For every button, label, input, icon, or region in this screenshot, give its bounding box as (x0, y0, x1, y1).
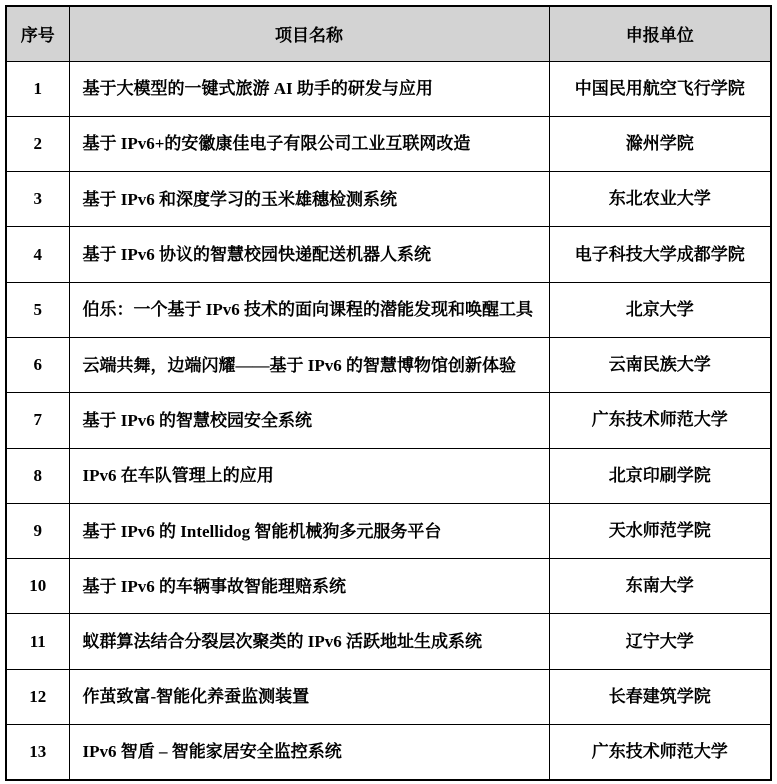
row-project-name-cell: 基于 IPv6 和深度学习的玉米雄穗检测系统 (69, 172, 549, 227)
row-serial-number-cell: 10 (6, 559, 69, 614)
header-cell-declaring-unit: 申报单位 (549, 6, 771, 61)
row-serial-number-cell: 7 (6, 393, 69, 448)
row-project-name-cell: IPv6 智盾 – 智能家居安全监控系统 (69, 725, 549, 780)
row-serial-number-cell: 13 (6, 725, 69, 780)
row-declaring-unit-cell: 东南大学 (549, 559, 771, 614)
row-project-name-cell: 作茧致富-智能化养蚕监测装置 (69, 669, 549, 724)
row-declaring-unit-cell: 东北农业大学 (549, 172, 771, 227)
projects-table (5, 5, 772, 781)
row-project-name-cell: 云端共舞，边端闪耀——基于 IPv6 的智慧博物馆创新体验 (69, 337, 549, 392)
row-serial-number-cell: 9 (6, 503, 69, 558)
table-row (6, 725, 771, 780)
table-row (6, 227, 771, 282)
row-serial-number-cell: 4 (6, 227, 69, 282)
row-declaring-unit-cell: 电子科技大学成都学院 (549, 227, 771, 282)
table-row (6, 337, 771, 392)
row-serial-number-cell: 3 (6, 172, 69, 227)
row-project-name-cell: 基于 IPv6 的车辆事故智能理赔系统 (69, 559, 549, 614)
row-serial-number-cell: 12 (6, 669, 69, 724)
row-serial-number-cell: 6 (6, 337, 69, 392)
row-project-name-cell: 基于大模型的一键式旅游 AI 助手的研发与应用 (69, 61, 549, 116)
row-project-name-cell: 伯乐：一个基于 IPv6 技术的面向课程的潜能发现和唤醒工具 (69, 282, 549, 337)
table-row (6, 116, 771, 171)
table-row (6, 614, 771, 669)
row-declaring-unit-cell: 天水师范学院 (549, 503, 771, 558)
row-project-name-cell: 蚁群算法结合分裂层次聚类的 IPv6 活跃地址生成系统 (69, 614, 549, 669)
table-row (6, 503, 771, 558)
row-project-name-cell: 基于 IPv6 协议的智慧校园快递配送机器人系统 (69, 227, 549, 282)
row-serial-number-cell: 1 (6, 61, 69, 116)
row-declaring-unit-cell: 辽宁大学 (549, 614, 771, 669)
table-row (6, 559, 771, 614)
row-serial-number-cell: 5 (6, 282, 69, 337)
table-row (6, 172, 771, 227)
row-project-name-cell: 基于 IPv6 的智慧校园安全系统 (69, 393, 549, 448)
row-project-name-cell: 基于 IPv6+的安徽康佳电子有限公司工业互联网改造 (69, 116, 549, 171)
table-row (6, 282, 771, 337)
row-declaring-unit-cell: 北京大学 (549, 282, 771, 337)
row-declaring-unit-cell: 滁州学院 (549, 116, 771, 171)
header-cell-project-name: 项目名称 (69, 6, 549, 61)
row-project-name-cell: IPv6 在车队管理上的应用 (69, 448, 549, 503)
table-row (6, 61, 771, 116)
table-header-row (6, 6, 771, 61)
row-declaring-unit-cell: 广东技术师范大学 (549, 725, 771, 780)
row-serial-number-cell: 11 (6, 614, 69, 669)
row-declaring-unit-cell: 广东技术师范大学 (549, 393, 771, 448)
row-project-name-cell: 基于 IPv6 的 Intellidog 智能机械狗多元服务平台 (69, 503, 549, 558)
row-declaring-unit-cell: 中国民用航空飞行学院 (549, 61, 771, 116)
row-serial-number-cell: 8 (6, 448, 69, 503)
table-row (6, 448, 771, 503)
table-row (6, 669, 771, 724)
header-cell-serial-number: 序号 (6, 6, 69, 61)
row-declaring-unit-cell: 云南民族大学 (549, 337, 771, 392)
table-row (6, 393, 771, 448)
row-declaring-unit-cell: 长春建筑学院 (549, 669, 771, 724)
row-serial-number-cell: 2 (6, 116, 69, 171)
row-declaring-unit-cell: 北京印刷学院 (549, 448, 771, 503)
